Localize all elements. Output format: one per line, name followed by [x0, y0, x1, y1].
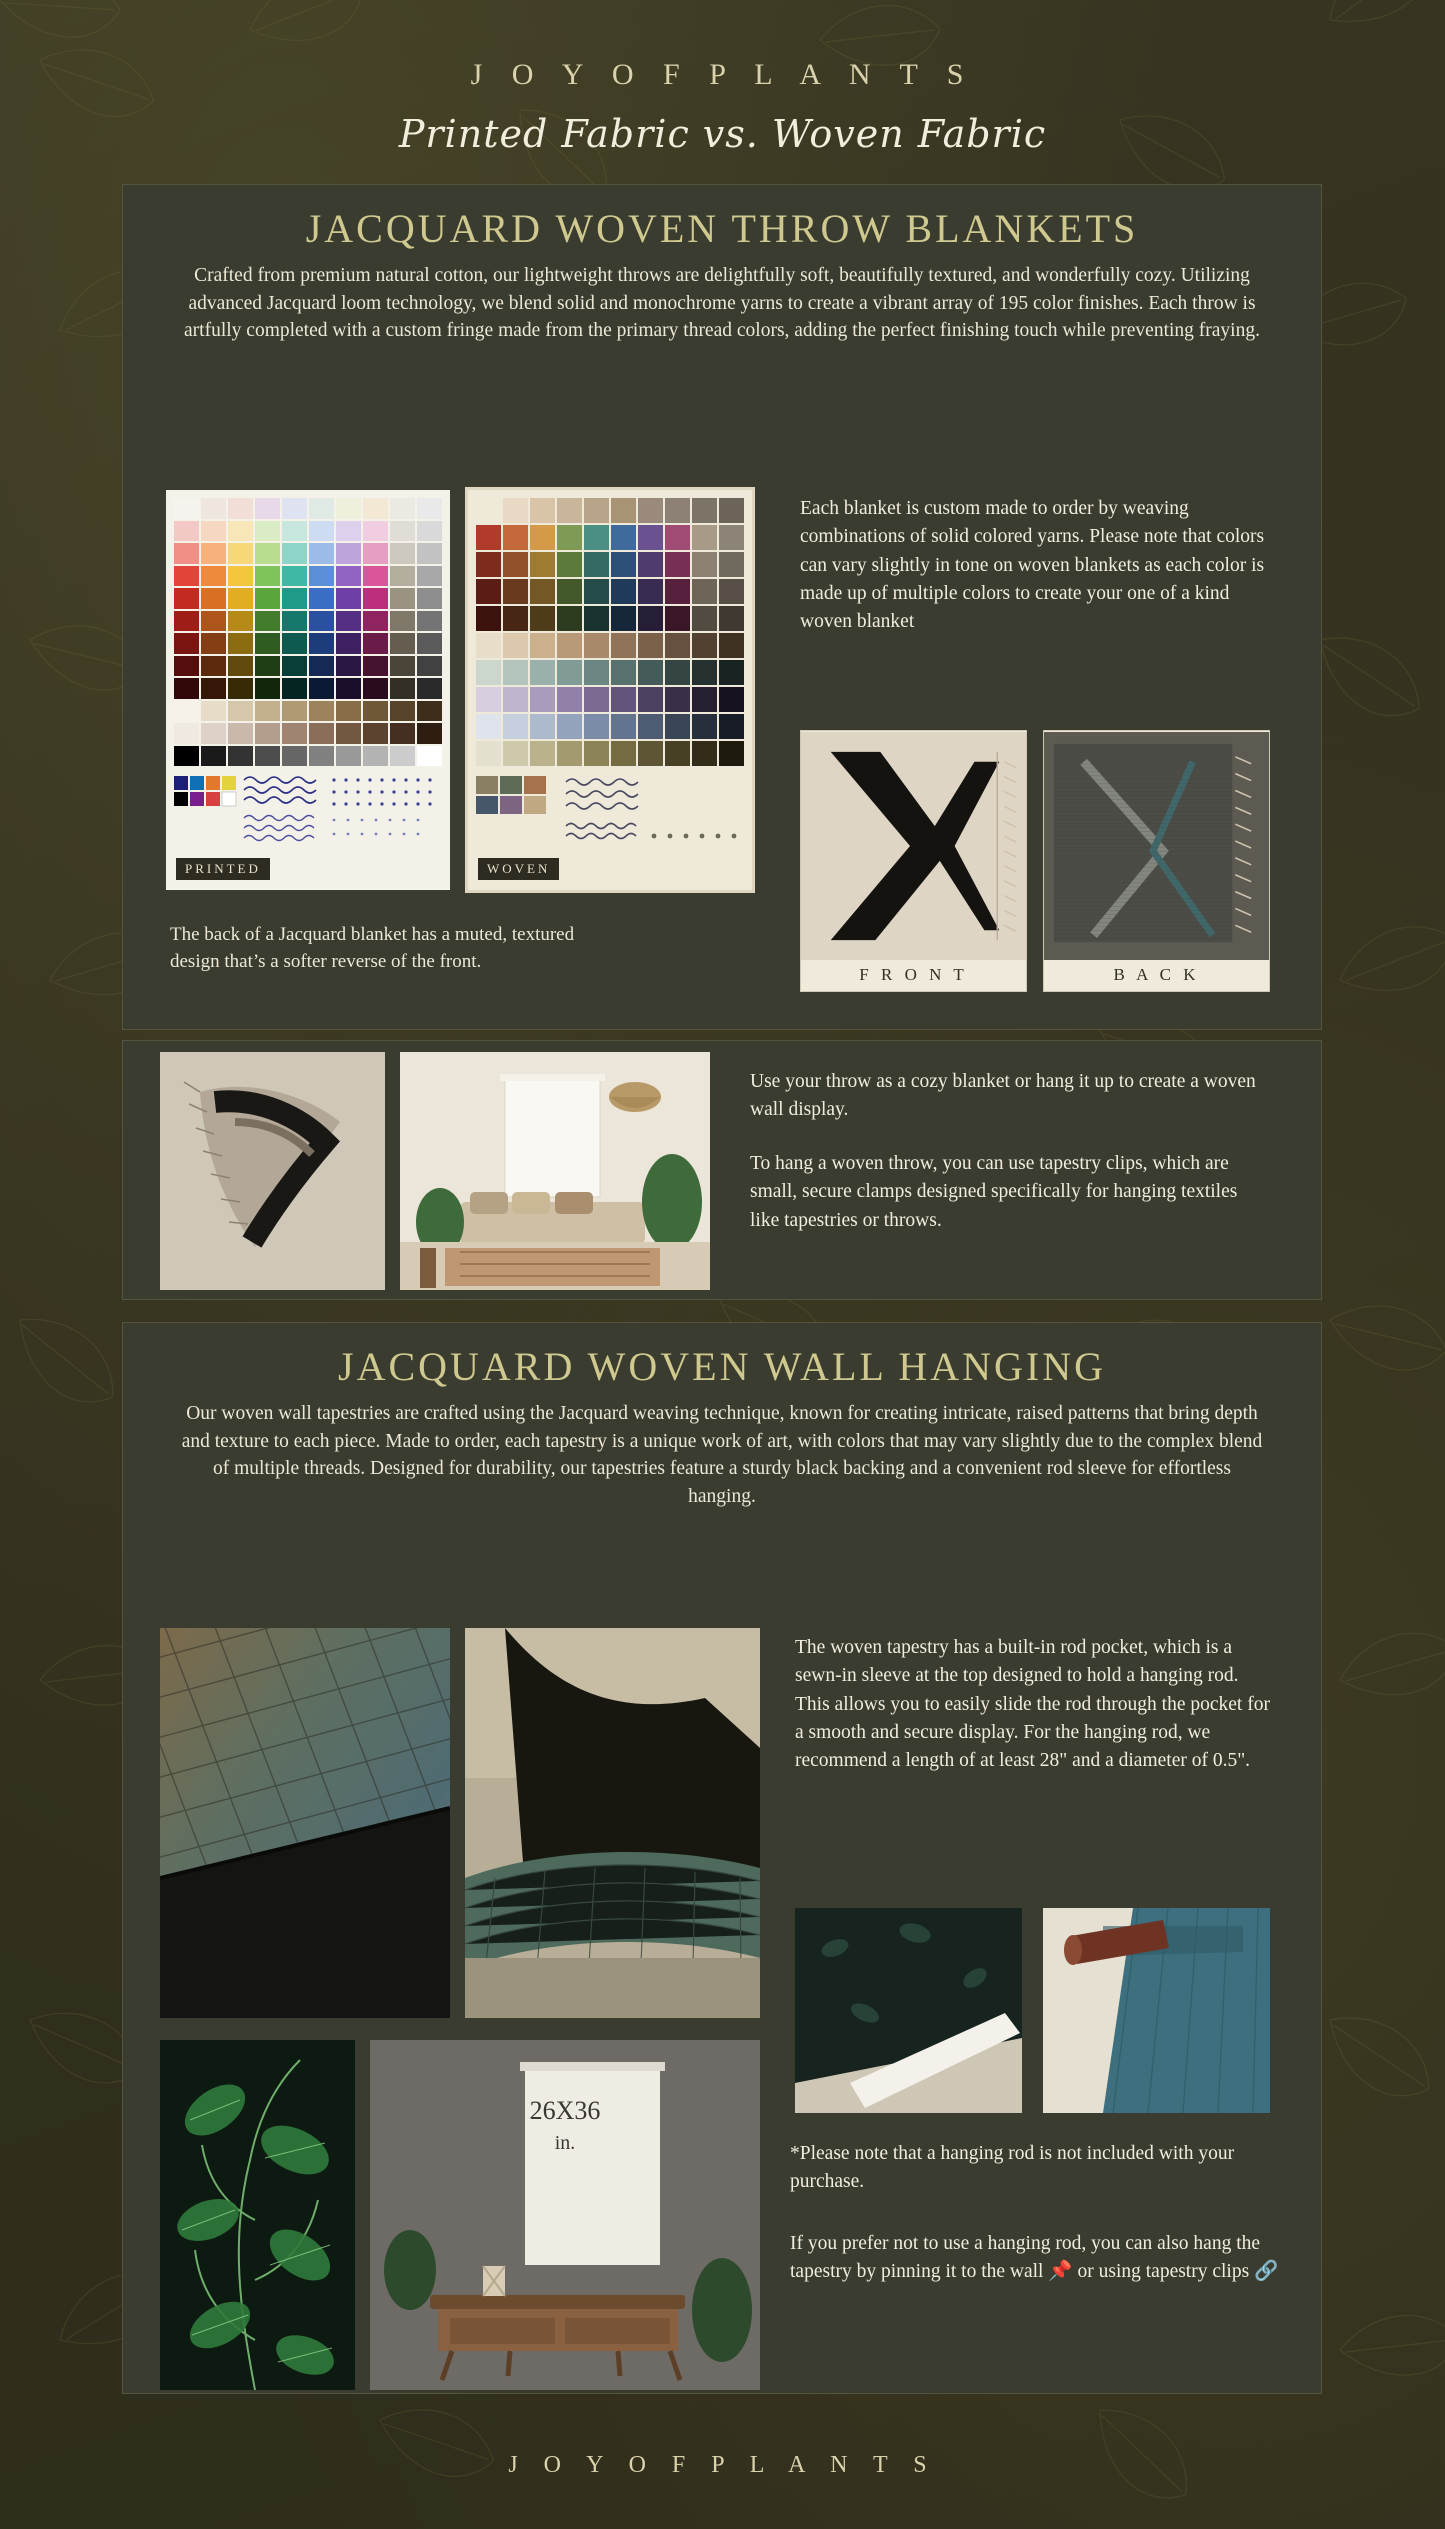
color-swatch	[530, 687, 555, 712]
color-swatch	[665, 660, 690, 685]
color-swatch	[336, 498, 361, 519]
blankets-side-text: Each blanket is custom made to order by weaving combinations of solid colored yarns. Please note that colors can vary slightly in tone on woven blankets as each color is made up of multiple colors to create your one of a kind woven blanket	[800, 498, 1265, 633]
color-swatch	[309, 633, 334, 654]
color-swatch	[557, 687, 582, 712]
color-swatch	[611, 660, 636, 685]
color-swatch	[584, 498, 609, 523]
color-swatch	[309, 746, 334, 767]
color-swatch	[503, 633, 528, 658]
color-swatch	[228, 566, 253, 587]
footer-brand: J O Y O F P L A N T S	[508, 2452, 937, 2478]
wall-side-text: The woven tapestry has a built-in rod pocket, which is a sewn-in sleeve at the top designed to hold a hanging rod. This allows you to easily slide the rod through the pocket for a smooth and secure display. For the hanging rod, we recommend a length of at least 28" and a diameter of 0.5".	[795, 1637, 1270, 1772]
color-swatch	[611, 579, 636, 604]
color-swatch	[201, 543, 226, 564]
color-swatch	[282, 588, 307, 609]
color-swatch	[390, 498, 415, 519]
color-swatch	[638, 552, 663, 577]
color-swatch	[417, 633, 442, 654]
color-swatch	[719, 714, 744, 739]
color-swatch	[390, 611, 415, 632]
color-swatch	[503, 498, 528, 523]
front-blanket-image	[801, 731, 1026, 961]
color-swatch	[228, 611, 253, 632]
color-swatch	[336, 723, 361, 744]
color-swatch	[557, 579, 582, 604]
color-swatch	[665, 687, 690, 712]
color-swatch	[417, 656, 442, 677]
color-swatch	[390, 723, 415, 744]
color-swatch	[282, 678, 307, 699]
color-swatch	[282, 656, 307, 677]
color-swatch	[255, 633, 280, 654]
color-swatch	[174, 543, 199, 564]
color-swatch	[363, 746, 388, 767]
color-swatch	[282, 633, 307, 654]
color-swatch	[503, 552, 528, 577]
color-swatch	[719, 606, 744, 631]
color-swatch	[390, 746, 415, 767]
color-swatch	[692, 606, 717, 631]
color-swatch	[584, 714, 609, 739]
color-swatch	[336, 701, 361, 722]
woven-swatch-chart	[468, 490, 752, 890]
color-swatch	[390, 701, 415, 722]
color-swatch	[309, 566, 334, 587]
back-label: B A C K	[1113, 965, 1200, 984]
color-swatch	[476, 552, 501, 577]
color-swatch	[719, 498, 744, 523]
color-swatch	[665, 741, 690, 766]
color-swatch	[201, 678, 226, 699]
folded-throw-photo	[160, 1052, 385, 1290]
botanical-tapestry-photo	[160, 2040, 355, 2390]
color-swatch	[255, 678, 280, 699]
color-swatch	[503, 687, 528, 712]
tapestry-detail-photo-left	[160, 1628, 450, 2018]
color-swatch	[282, 566, 307, 587]
color-swatch	[390, 588, 415, 609]
tapestry-backing-photo	[465, 1628, 760, 2018]
color-swatch	[584, 741, 609, 766]
blankets-intro-text: Crafted from premium natural cotton, our lightweight throws are delightfully soft, beautifully textured, and wonderfully cozy. Utilizing advanced Jacquard loom technology, we blend solid and monochrome yarns to create a vibrant array of 195 color finishes. Each throw is artfully completed with a custom fringe made from the primary thread colors, adding the perfect finishing touch while preventing fraying.	[184, 265, 1260, 342]
section-heading-blankets: JACQUARD WOVEN THROW BLANKETS	[305, 206, 1139, 251]
color-swatch	[417, 543, 442, 564]
printed-label: PRINTED	[176, 858, 270, 880]
color-swatch	[390, 678, 415, 699]
color-swatch	[309, 701, 334, 722]
color-swatch	[363, 633, 388, 654]
color-swatch	[417, 746, 442, 767]
color-swatch	[228, 498, 253, 519]
color-swatch	[476, 579, 501, 604]
color-swatch	[476, 606, 501, 631]
color-swatch	[417, 678, 442, 699]
color-swatch	[665, 552, 690, 577]
blanket-back-caption: The back of a Jacquard blanket has a muted, textured design that’s a softer reverse of the front.	[170, 924, 575, 972]
color-swatch	[174, 723, 199, 744]
color-swatch	[255, 566, 280, 587]
color-swatch	[363, 498, 388, 519]
color-swatch	[201, 521, 226, 542]
color-swatch	[611, 498, 636, 523]
section-heading-wall: JACQUARD WOVEN WALL HANGING	[338, 1344, 1106, 1389]
color-swatch	[201, 588, 226, 609]
color-swatch	[174, 521, 199, 542]
color-swatch	[584, 552, 609, 577]
color-swatch	[611, 633, 636, 658]
color-swatch	[228, 746, 253, 767]
color-swatch	[228, 701, 253, 722]
color-swatch	[530, 633, 555, 658]
color-swatch	[336, 746, 361, 767]
color-swatch	[309, 656, 334, 677]
wall-note-2: If you prefer not to use a hanging rod, you can also hang the tapestry by pinning it to the wall 📌 or using tapestry clips 🔗	[790, 2233, 1279, 2283]
back-blanket-image	[1044, 731, 1269, 961]
color-swatch	[390, 633, 415, 654]
color-swatch	[719, 741, 744, 766]
color-swatch	[638, 525, 663, 550]
color-swatch	[363, 723, 388, 744]
color-swatch	[201, 701, 226, 722]
color-swatch	[336, 633, 361, 654]
color-swatch	[363, 588, 388, 609]
page-title: J O Y O F P L A N T S	[470, 58, 975, 91]
wall-note-1: *Please note that a hanging rod is not included with your purchase.	[790, 2143, 1235, 2193]
color-swatch	[255, 588, 280, 609]
front-label: F R O N T	[859, 965, 968, 984]
color-swatch	[174, 498, 199, 519]
color-swatch	[665, 579, 690, 604]
color-swatch	[336, 521, 361, 542]
color-swatch	[255, 723, 280, 744]
color-swatch	[174, 566, 199, 587]
color-swatch	[503, 660, 528, 685]
color-swatch	[363, 656, 388, 677]
rod-pocket-photo-left	[795, 1908, 1022, 2113]
color-swatch	[309, 723, 334, 744]
color-swatch	[390, 543, 415, 564]
color-swatch	[584, 579, 609, 604]
color-swatch	[557, 498, 582, 523]
color-swatch	[530, 741, 555, 766]
color-swatch	[282, 701, 307, 722]
color-swatch	[174, 678, 199, 699]
color-swatch	[503, 606, 528, 631]
color-swatch	[417, 611, 442, 632]
color-swatch	[174, 588, 199, 609]
color-swatch	[503, 714, 528, 739]
color-swatch	[282, 611, 307, 632]
color-swatch	[228, 656, 253, 677]
color-swatch	[309, 588, 334, 609]
color-swatch	[390, 656, 415, 677]
color-swatch	[638, 606, 663, 631]
color-swatch	[584, 525, 609, 550]
color-swatch	[363, 701, 388, 722]
color-swatch	[390, 521, 415, 542]
color-swatch	[336, 656, 361, 677]
color-swatch	[557, 633, 582, 658]
color-swatch	[692, 633, 717, 658]
color-swatch	[336, 611, 361, 632]
color-swatch	[228, 723, 253, 744]
color-swatch	[174, 656, 199, 677]
living-room-wall-display-photo	[400, 1052, 710, 1290]
color-swatch	[665, 633, 690, 658]
color-swatch	[255, 701, 280, 722]
usage-text-2: To hang a woven throw, you can use tapestry clips, which are small, secure clamps designed specifically for hanging textiles like tapestries or throws.	[750, 1153, 1238, 1231]
color-swatch	[476, 633, 501, 658]
color-swatch	[557, 525, 582, 550]
color-swatch	[719, 525, 744, 550]
color-swatch	[665, 606, 690, 631]
color-swatch	[255, 746, 280, 767]
color-swatch	[309, 543, 334, 564]
color-swatch	[282, 746, 307, 767]
color-swatch	[336, 566, 361, 587]
color-swatch	[174, 633, 199, 654]
color-swatch	[611, 714, 636, 739]
color-swatch	[228, 521, 253, 542]
color-swatch	[557, 660, 582, 685]
color-swatch	[719, 660, 744, 685]
color-swatch	[228, 543, 253, 564]
color-swatch	[719, 579, 744, 604]
color-swatch	[692, 579, 717, 604]
color-swatch	[228, 588, 253, 609]
color-swatch	[638, 714, 663, 739]
color-swatch	[417, 498, 442, 519]
color-swatch	[503, 741, 528, 766]
color-swatch	[363, 611, 388, 632]
color-swatch	[201, 723, 226, 744]
color-swatch	[174, 611, 199, 632]
color-swatch	[476, 687, 501, 712]
color-swatch	[363, 678, 388, 699]
color-swatch	[309, 498, 334, 519]
color-swatch	[584, 660, 609, 685]
color-swatch	[530, 498, 555, 523]
color-swatch	[336, 588, 361, 609]
color-swatch	[638, 660, 663, 685]
color-swatch	[638, 741, 663, 766]
color-swatch	[363, 566, 388, 587]
page-subtitle: Printed Fabric vs. Woven Fabric	[398, 112, 1047, 156]
color-swatch	[417, 566, 442, 587]
color-swatch	[530, 579, 555, 604]
color-swatch	[309, 521, 334, 542]
color-swatch	[417, 588, 442, 609]
color-swatch	[584, 633, 609, 658]
woven-label: WOVEN	[478, 858, 559, 880]
color-swatch	[692, 660, 717, 685]
color-swatch	[476, 741, 501, 766]
color-swatch	[557, 741, 582, 766]
color-swatch	[530, 714, 555, 739]
color-swatch	[530, 552, 555, 577]
color-swatch	[557, 606, 582, 631]
color-swatch	[611, 687, 636, 712]
color-swatch	[255, 543, 280, 564]
color-swatch	[638, 498, 663, 523]
color-swatch	[476, 660, 501, 685]
poster-size-mockup-photo	[370, 2040, 760, 2390]
color-swatch	[255, 498, 280, 519]
color-swatch	[584, 687, 609, 712]
color-swatch	[692, 687, 717, 712]
blanket-back-photo	[1043, 730, 1270, 992]
color-swatch	[282, 723, 307, 744]
color-swatch	[476, 525, 501, 550]
color-swatch	[476, 498, 501, 523]
color-swatch	[336, 678, 361, 699]
color-swatch	[692, 525, 717, 550]
color-swatch	[201, 656, 226, 677]
usage-text-1: Use your throw as a cozy blanket or hang it up to create a woven wall display.	[750, 1071, 1256, 1121]
color-swatch	[201, 746, 226, 767]
color-swatch	[719, 552, 744, 577]
blanket-front-photo	[800, 730, 1027, 992]
color-swatch	[309, 678, 334, 699]
color-swatch	[665, 525, 690, 550]
color-swatch	[665, 714, 690, 739]
color-swatch	[611, 525, 636, 550]
color-swatch	[201, 566, 226, 587]
color-swatch	[611, 741, 636, 766]
color-swatch	[530, 525, 555, 550]
color-swatch	[476, 714, 501, 739]
color-swatch	[363, 543, 388, 564]
color-swatch	[174, 701, 199, 722]
color-swatch	[174, 746, 199, 767]
color-swatch	[309, 611, 334, 632]
color-swatch	[417, 521, 442, 542]
color-swatch	[557, 714, 582, 739]
color-swatch	[638, 579, 663, 604]
color-swatch	[255, 656, 280, 677]
poster-unit-label: in.	[554, 2132, 576, 2154]
color-swatch	[417, 723, 442, 744]
color-swatch	[282, 543, 307, 564]
color-swatch	[692, 498, 717, 523]
poster-size-label: 26X36	[529, 2096, 601, 2125]
color-swatch	[282, 498, 307, 519]
color-swatch	[638, 687, 663, 712]
color-swatch	[282, 521, 307, 542]
color-swatch	[638, 633, 663, 658]
color-swatch	[584, 606, 609, 631]
color-swatch	[228, 633, 253, 654]
wall-intro-text: Our woven wall tapestries are crafted using the Jacquard weaving technique, known for creating intricate, raised patterns that bring depth and texture to each piece. Made to order, each tapestry is a unique work of art, with colors that may vary slightly due to the complex blend of multiple threads. Designed for durability, our tapestries feature a sturdy black backing and a convenient rod sleeve for effortless hanging.	[181, 1403, 1263, 1508]
color-swatch	[530, 660, 555, 685]
color-swatch	[557, 552, 582, 577]
color-swatch	[692, 552, 717, 577]
color-swatch	[417, 701, 442, 722]
color-swatch	[611, 552, 636, 577]
color-swatch	[719, 633, 744, 658]
color-swatch	[336, 543, 361, 564]
color-swatch	[665, 498, 690, 523]
color-swatch	[201, 633, 226, 654]
color-swatch	[503, 579, 528, 604]
color-swatch	[611, 606, 636, 631]
color-swatch	[201, 611, 226, 632]
color-swatch	[255, 611, 280, 632]
color-swatch	[719, 687, 744, 712]
color-swatch	[692, 741, 717, 766]
rod-pocket-photo-right	[1043, 1908, 1270, 2113]
color-swatch	[692, 714, 717, 739]
color-swatch	[390, 566, 415, 587]
color-swatch	[363, 521, 388, 542]
color-swatch	[201, 498, 226, 519]
printed-swatch-chart	[166, 490, 450, 890]
color-swatch	[255, 521, 280, 542]
color-swatch	[530, 606, 555, 631]
color-swatch	[228, 678, 253, 699]
color-swatch	[503, 525, 528, 550]
